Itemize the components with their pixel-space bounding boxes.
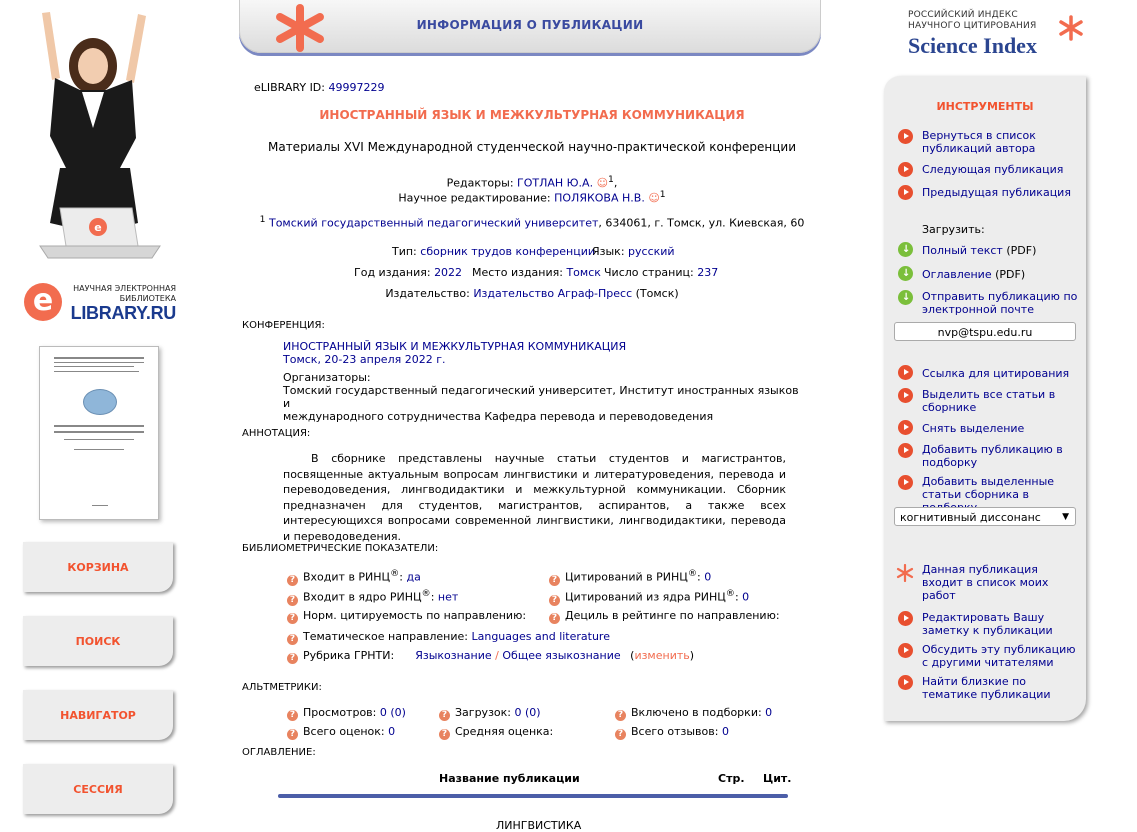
science-index-logo[interactable] <box>908 10 1088 60</box>
similar-publications-link[interactable]: Найти близкие по тематике публикации <box>922 675 1051 701</box>
year-label: Год издания: <box>354 266 431 279</box>
cit-core-row <box>549 588 749 606</box>
decile-label: Дециль в рейтинге по направлению: <box>565 609 780 622</box>
page-header-bar <box>239 0 821 53</box>
person-icon: ☺ <box>648 191 660 205</box>
help-icon[interactable]: ? <box>615 729 626 740</box>
altmetrics-section-title: АЛЬТМЕТРИКИ: <box>242 682 322 693</box>
arrow-right-icon[interactable] <box>898 162 913 177</box>
grnti-label: Рубрика ГРНТИ: <box>303 649 395 662</box>
help-icon[interactable]: ? <box>549 575 560 586</box>
toc-header-divider <box>278 794 788 798</box>
place-label: Место издания: <box>472 266 563 279</box>
cit-rinc-row <box>549 568 711 586</box>
prev-publication-link[interactable]: Предыдущая публикация <box>922 186 1071 199</box>
colon: : <box>734 590 739 604</box>
avg-rating-label: Средняя оценка: <box>455 725 554 738</box>
page-title: ИНФОРМАЦИЯ О ПУБЛИКАЦИИ <box>416 18 644 32</box>
core-row <box>287 588 458 606</box>
arrow-right-icon[interactable] <box>898 475 913 490</box>
publisher-city: (Томск) <box>635 287 679 300</box>
cit-rinc-value[interactable]: 0 <box>704 570 712 584</box>
annotation-section-title: АННОТАЦИЯ: <box>242 428 311 439</box>
rinc-value-link[interactable]: да <box>406 570 421 584</box>
woman-laptop-illustration <box>20 8 170 263</box>
organizers-line2: международного сотрудничества Кафедра перевода и переводоведения <box>283 410 714 423</box>
collections-row <box>615 706 772 721</box>
arrow-right-icon[interactable] <box>898 643 913 658</box>
help-icon[interactable]: ? <box>549 595 560 606</box>
fulltext-format: (PDF) <box>1006 244 1037 257</box>
main-content <box>237 0 827 830</box>
add-to-collection-link[interactable]: Добавить публикацию в подборку <box>922 443 1063 469</box>
collection-select[interactable] <box>894 507 1076 526</box>
toc-col-title: Название публикации <box>439 772 580 785</box>
theme-row <box>287 630 610 645</box>
publication-title: ИНОСТРАННЫЙ ЯЗЫК И МЕЖКУЛЬТУРНАЯ КОММУНИКАЦИЯ <box>319 108 745 122</box>
conference-block <box>283 340 803 423</box>
downloads-label: Загрузок: <box>455 706 511 719</box>
collections-value[interactable]: 0 <box>765 706 773 719</box>
back-to-author-link[interactable]: Вернуться в список публикаций автора <box>922 129 1036 155</box>
language-field <box>592 245 675 258</box>
year-field <box>354 266 462 279</box>
sci-editor-link[interactable]: ПОЛЯКОВА Н.В. <box>554 191 645 205</box>
affiliation-line <box>237 214 827 230</box>
grnti-separator: / <box>495 649 499 662</box>
edit-note-link[interactable]: Редактировать Вашу заметку к публикации <box>922 611 1053 637</box>
help-icon[interactable]: ? <box>287 729 298 740</box>
elibrary-id <box>254 81 384 94</box>
toc-section-heading: ЛИНГВИСТИКА <box>496 819 582 832</box>
conference-date-link[interactable]: Томск, 20-23 апреля 2022 г. <box>283 353 446 366</box>
publication-subtitle: Материалы XVI Международной студенческой научно-практической конференции <box>267 140 796 154</box>
person-icon: ☺ <box>596 176 609 190</box>
ratings-value[interactable]: 0 <box>388 725 396 738</box>
book-cover-image[interactable] <box>39 346 159 520</box>
cart-button[interactable]: КОРЗИНА <box>23 542 173 592</box>
chevron-down-icon: ▼ <box>1062 512 1069 522</box>
toc-format: (PDF) <box>995 268 1026 281</box>
scientific-editor-line <box>237 189 827 205</box>
help-icon[interactable]: ? <box>287 595 298 606</box>
decile-row <box>549 609 780 624</box>
colon: : <box>696 570 701 584</box>
rinc-row <box>287 568 421 586</box>
affiliation-address: , 634061, г. Томск, ул. Киевская, 60 <box>598 216 805 230</box>
arrow-right-icon[interactable] <box>898 611 913 626</box>
year-link[interactable]: 2022 <box>434 266 463 279</box>
norm-row <box>287 609 526 624</box>
elibrary-e-mark: e <box>24 283 62 321</box>
fulltext-row <box>922 244 1082 257</box>
elibrary-id-label: eLIBRARY ID: <box>254 81 325 94</box>
help-icon[interactable]: ? <box>287 575 298 586</box>
pages-link[interactable]: 237 <box>697 266 719 279</box>
ratings-label: Всего оценок: <box>303 725 385 738</box>
brand-line-2: НАУЧНОГО ЦИТИРОВАНИЯ <box>908 21 1037 31</box>
conference-section-title: КОНФЕРЕНЦИЯ: <box>242 320 325 331</box>
tools-panel <box>884 76 1086 721</box>
type-field <box>392 245 595 258</box>
asterisk-icon <box>896 564 914 582</box>
toc-section-title: ОГЛАВЛЕНИЕ: <box>242 747 316 758</box>
pages-label: Число страниц: <box>604 266 694 279</box>
help-icon[interactable]: ? <box>287 710 298 721</box>
language-label: Язык: <box>592 245 625 258</box>
help-icon[interactable]: ? <box>549 613 560 624</box>
toc-col-pages: Стр. <box>718 772 745 785</box>
search-button[interactable]: ПОИСК <box>23 616 173 666</box>
views-value[interactable]: 0 (0) <box>379 706 406 719</box>
sci-aff-sup: 1 <box>659 189 666 200</box>
reg-mark: ® <box>421 588 431 599</box>
norm-label: Норм. цитируемость по направлению: <box>303 609 527 622</box>
toc-download-link[interactable]: Оглавление <box>922 268 992 281</box>
tools-column <box>884 0 1137 830</box>
navigator-button[interactable]: НАВИГАТОР <box>23 690 173 740</box>
organizers-label: Организаторы: <box>283 371 371 384</box>
core-label: Входит в ядро РИНЦ <box>303 590 422 604</box>
views-label: Просмотров: <box>303 706 377 719</box>
logo-subtitle: НАУЧНАЯ ЭЛЕКТРОННАЯ БИБЛИОТЕКА <box>73 284 176 303</box>
cit-core-label: Цитирований из ядра РИНЦ <box>565 590 726 604</box>
tools-title: ИНСТРУМЕНТЫ <box>936 100 1034 113</box>
help-icon[interactable]: ? <box>439 710 450 721</box>
citation-link[interactable]: Ссылка для цитирования <box>922 367 1070 380</box>
email-icon[interactable] <box>898 290 913 305</box>
downloads-value[interactable]: 0 (0) <box>514 706 541 719</box>
views-row <box>287 706 406 721</box>
deselect-link[interactable]: Снять выделение <box>922 422 1025 435</box>
asterisk-icon <box>1058 14 1084 42</box>
elibrary-id-link[interactable]: 49997229 <box>328 81 385 94</box>
download-icon[interactable] <box>898 266 913 281</box>
collections-label: Включено в подборки: <box>631 706 762 719</box>
discuss-link[interactable]: Обсудить эту публикацию с другими читателями <box>922 643 1076 669</box>
collection-select-value: когнитивный диссонанс <box>900 511 1041 524</box>
arrow-right-icon[interactable] <box>898 443 913 458</box>
arrow-right-icon[interactable] <box>898 675 913 690</box>
core-value-link[interactable]: нет <box>437 590 459 604</box>
reg-mark: ® <box>725 588 735 599</box>
annotation-text: В сборнике представлены научные статьи студентов и магистрантов, посвященные актуальным вопросам лингвистики и литературоведения, перевода и переводоведения, лингводидактики и межкультурной коммуникации. Сборник предназначен для студентов, магистрантов, аспирантов, а также всех интересующихся вопросами современной лингвистики, лингводидактики, перевода и переводоведения. <box>283 452 786 543</box>
publisher-link[interactable]: Издательство Аграф-Пресс <box>473 287 633 300</box>
elibrary-logo[interactable] <box>24 283 174 323</box>
toc-download-row <box>922 268 1082 281</box>
ratings-row <box>287 725 395 740</box>
colon: : <box>399 570 403 584</box>
editor-link[interactable]: ГОТЛАН Ю.А. <box>517 176 594 190</box>
add-selected-link[interactable]: Добавить выделенные статьи сборника в <box>922 475 1055 501</box>
grnti-link-2[interactable]: Общее языкознание <box>502 649 621 662</box>
organizers-line1: Томский государственный педагогический университет, Институт иностранных языков и <box>283 384 799 410</box>
rinc-label: Входит в РИНЦ <box>303 570 391 584</box>
help-icon[interactable]: ? <box>439 729 450 740</box>
place-link[interactable]: Томск <box>566 266 601 279</box>
conference-name-link[interactable]: ИНОСТРАННЫЙ ЯЗЫК И МЕЖКУЛЬТУРНАЯ КОММУНИКАЦИЯ <box>283 340 627 353</box>
cit-core-value[interactable]: 0 <box>742 590 750 604</box>
place-field <box>472 266 601 279</box>
reviews-label: Всего отзывов: <box>631 725 719 738</box>
brand-line-1: РОССИЙСКИЙ ИНДЕКС <box>908 10 1018 20</box>
select-all-link[interactable]: Выделить все статьи в сборнике <box>922 388 1056 414</box>
grnti-row: ? Рубрика ГРНТИ: Языкознание / Общее языкознание (изменить) <box>287 649 694 664</box>
logo-title: LIBRARY.RU <box>70 303 176 323</box>
left-column <box>0 0 200 830</box>
download-label: Загрузить: <box>922 223 985 236</box>
bibliometrics-section-title: БИБЛИОМЕТРИЧЕСКИЕ ПОКАЗАТЕЛИ: <box>242 543 439 554</box>
help-icon[interactable]: ? <box>615 710 626 721</box>
cover-emblem <box>83 389 117 415</box>
type-label: Тип: <box>392 245 417 258</box>
help-icon[interactable]: ? <box>287 634 298 645</box>
arrow-right-icon[interactable] <box>898 388 913 403</box>
brand-main: Science Index <box>908 33 1037 58</box>
toc-col-citations: Цит. <box>763 772 792 785</box>
arrow-right-icon[interactable] <box>898 420 913 435</box>
editor-aff-sup: 1 <box>608 174 614 185</box>
reg-mark: ® <box>390 568 400 579</box>
type-link[interactable]: сборник трудов конференции <box>420 245 595 258</box>
help-icon[interactable]: ? <box>287 653 298 664</box>
help-icon[interactable]: ? <box>287 613 298 624</box>
editors-line: Редакторы: ГОТЛАН Ю.А. ☺$^1$, <box>446 174 618 190</box>
reviews-row <box>615 725 729 740</box>
downloads-row <box>439 706 541 721</box>
grnti-link-1[interactable]: Языкознание <box>415 649 492 662</box>
reg-mark: ® <box>687 568 697 579</box>
avg-rating-row <box>439 725 553 740</box>
publisher-label: Издательство: <box>385 287 470 300</box>
session-button[interactable]: СЕССИЯ <box>23 764 173 814</box>
reviews-value[interactable]: 0 <box>721 725 729 738</box>
colon: : <box>430 590 435 604</box>
arrow-right-icon[interactable] <box>898 129 913 144</box>
arrow-right-icon[interactable] <box>898 365 913 380</box>
theme-label: Тематическое направление: <box>303 630 468 643</box>
affiliation-link[interactable]: Томский государственный педагогический университет <box>268 216 599 230</box>
download-icon[interactable] <box>898 242 913 257</box>
in-my-works-link[interactable]: Данная публикация входит в список моих работ <box>922 563 1049 602</box>
sci-editor-label: Научное редактирование: <box>398 191 551 205</box>
cit-rinc-label: Цитирований в РИНЦ <box>565 570 688 584</box>
editors-label: Редакторы: <box>446 176 514 190</box>
pages-field <box>604 266 718 279</box>
arrow-right-icon[interactable] <box>898 185 913 200</box>
laptop-e-logo: e <box>94 221 102 234</box>
language-link[interactable]: русский <box>628 245 675 258</box>
email-input[interactable]: nvp@tspu.edu.ru <box>894 322 1076 341</box>
next-publication-link[interactable]: Следующая публикация <box>922 163 1064 176</box>
change-grnti-link[interactable]: изменить <box>634 649 690 662</box>
send-email-link[interactable]: Отправить публикацию по электронной почте <box>922 290 1078 316</box>
fulltext-link[interactable]: Полный текст <box>922 244 1003 257</box>
theme-link[interactable]: Languages and literature <box>471 630 610 643</box>
publisher-line <box>237 287 827 300</box>
aff-sup: 1 <box>259 214 266 225</box>
